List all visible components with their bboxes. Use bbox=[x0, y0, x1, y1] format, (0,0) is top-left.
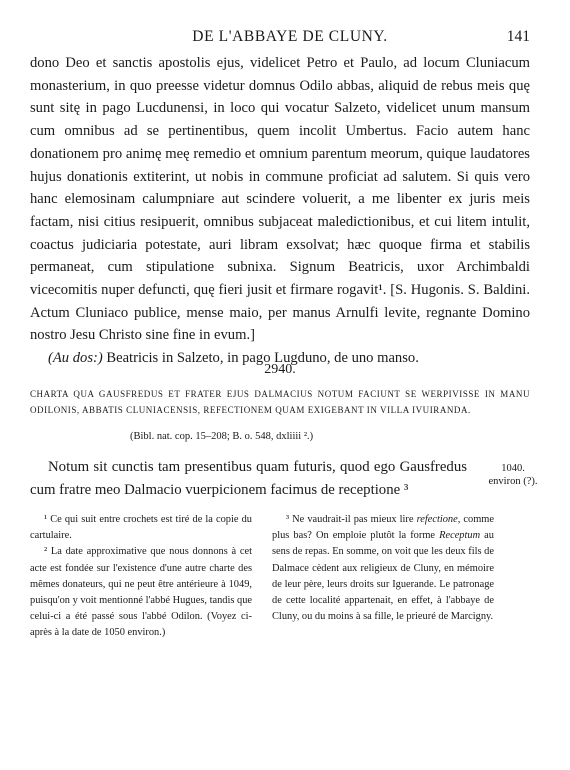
source-reference: (Bibl. nat. cop. 15–208; B. o. 548, dxliiii ².) bbox=[130, 431, 314, 442]
footnote-3 bbox=[272, 512, 494, 625]
running-title: DE L'ABBAYE DE CLUNY. bbox=[192, 28, 388, 45]
footnote-3-end: au sens de repas. En somme, on voit que les deux fils de Dalmace cèdent aux religieux de Cluny, en mémoire de leur père, leurs droits sur Iguerande. Le patronage de cette localité appartenait, en effet, à l'abbaye de Cluny, ou du moins à sa fille, le prieuré de Marcigny. bbox=[272, 530, 494, 623]
margin-date bbox=[478, 462, 548, 488]
margin-date-qualifier: environ (?). bbox=[488, 476, 538, 487]
running-header bbox=[30, 28, 530, 46]
footnote-3-italic-2: Receptum bbox=[439, 530, 481, 542]
page-number: 141 bbox=[506, 28, 530, 45]
margin-date-year: 1040. bbox=[501, 463, 525, 474]
charter-rubric: CHARTA QUA GAUSFREDUS ET FRATER EJUS DALMACIUS NOTUM FACIUNT SE WERPIVISSE IN MANU ODILONIS, ABBATIS CLUNIACENSIS, REFECTIONEM QUAM EXIGEBANT IN VILLA IVUIRANDA. bbox=[30, 389, 530, 415]
footnote-3-italic-1: refectione bbox=[416, 514, 458, 525]
continuation-paragraph: dono Deo et sanctis apostolis ejus, videlicet Petro et Paulo, ad locum Cluniacum monasterium, in quo preesse videtur domnus Odilo abbas, aliquid de rebus meis quę sunt sitę in pago Lucdunensi, in loco qui vocatur Salzeto, videlicet unum mansum cum omnibus ad se pertinentibus, quem incolit Umbertus. Facio autem hanc donationem pro animę meę remedio et omnium parentum meorum, quique laudatores hujus donationis extiterint, ut nobis in commune proficiat ad salutem. Si quis vero hanc elemosinam calumpniare aut scindere voluerit, a me libenter ex juris meis factam, nisi citius resipuerit, omnibus subjaceat maledictionibus, et cui litem intulit, coactus judiciaria potestate, auri libram exsolvat; hæc quoque firma et stabilis permaneat, cum stipulatione subnixa. Signum Beatricis, uxor Archimbaldi vicecomitis nuper defuncti, quę fieri jusit et firmare rogavit¹. [S. Hugonis. S. Baldini. Actum Cluniaco publice, mense maio, per manus Arnulfi levite, regnante Domino nostro Jesu Christo sine fine in evum.] bbox=[30, 55, 530, 344]
dorsal-text: Beatricis in Salzeto, in pago Lugduno, de uno manso. bbox=[102, 350, 419, 367]
dorsal-label: (Au dos:) bbox=[48, 350, 103, 367]
charter-text: Notum sit cunctis tam presentibus quam futuris, quod ego Gausfredus cum fratre meo Dalmacio vuerpicionem facimus de receptione ³ bbox=[30, 459, 467, 498]
footnote-1: ¹ Ce qui suit entre crochets est tiré de la copie du cartulaire. bbox=[30, 514, 252, 542]
footnote-2: ² La date approximative que nous donnons à cet acte est fondée sur l'existence d'une autre charte des mêmes donateurs, qui ne peut être antérieure à 1049, puisqu'on y voit mentionné l'abbé Hugues, tandis que celui-ci a été passé sous l'abbé Odilon. (Voyez ci-après à la date de 1050 environ.) bbox=[30, 546, 252, 639]
footnotes-right-column bbox=[272, 512, 494, 625]
footnotes-left-column bbox=[30, 512, 252, 642]
charter-continuation bbox=[30, 52, 530, 370]
footnote-3-middle: , comme plus bas? On emploie plutôt la forme bbox=[272, 514, 494, 542]
footnote-3-start: ³ Ne vaudrait-il pas mieux lire bbox=[286, 514, 417, 525]
charter-number: 2940. bbox=[264, 362, 296, 377]
